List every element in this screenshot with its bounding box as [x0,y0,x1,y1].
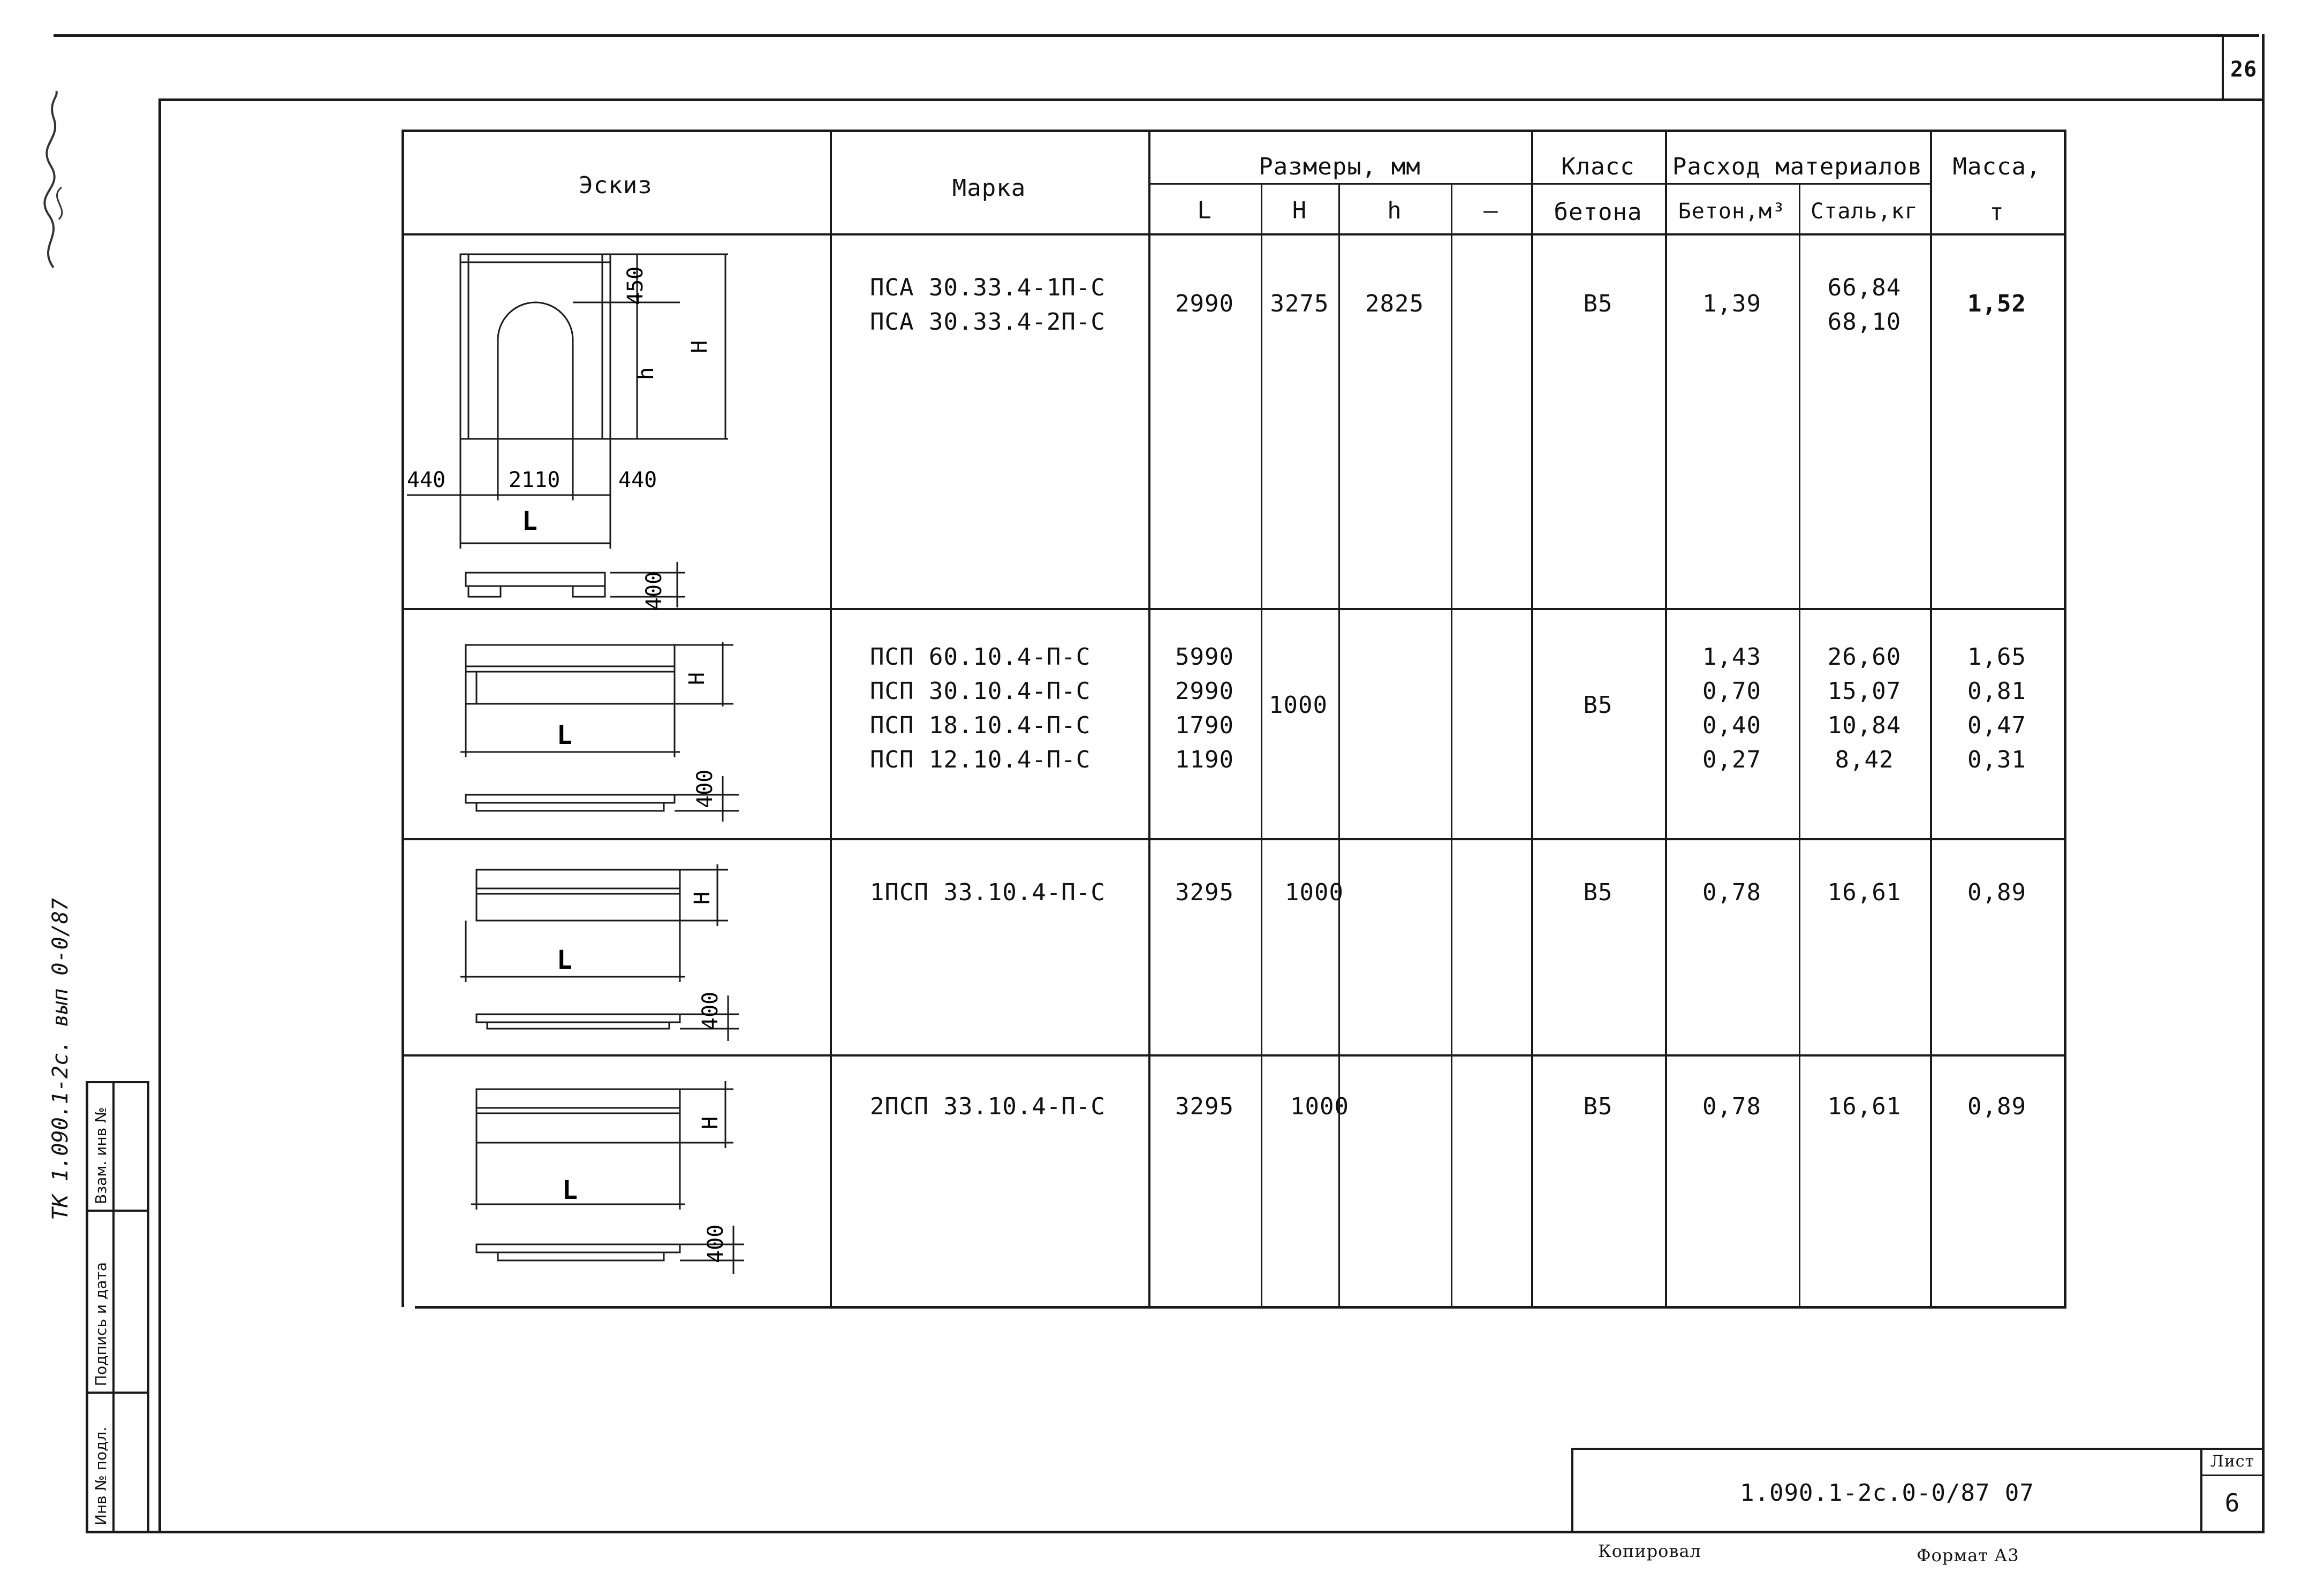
sketch-arch-panel [407,246,728,610]
frame-left [158,98,161,1533]
header-materials: Расход материалов [1672,153,1923,180]
row2-mark-3: ПСП 18.10.4-П-С [870,712,1091,739]
col-edge-left [402,130,404,1307]
row2-mark-1: ПСП 60.10.4-П-С [870,643,1091,671]
dim-L-2: L [557,720,572,750]
header-mark: Марка [952,174,1026,202]
row2-L-4: 1190 [1175,746,1234,773]
row2-steel-4: 8,42 [1835,746,1894,773]
row3-class: В5 [1583,879,1613,906]
header-dim-H: H [1292,197,1307,224]
dim-H-3: H [690,891,715,905]
row3-concrete: 0,78 [1702,879,1761,906]
footer-copied: Копировал [1598,1541,1701,1561]
row1-steel-1: 66,84 [1827,274,1902,301]
stamp-left [86,1081,88,1533]
row3-bottom [402,1054,2066,1057]
stamp-top [86,1081,149,1083]
stamp-div1 [86,1210,149,1212]
header-dim-L: L [1197,197,1212,224]
row2-concrete-1: 1,43 [1702,643,1761,671]
row2-mark-2: ПСП 30.10.4-П-С [870,678,1091,705]
row3-mass: 0,89 [1967,879,2026,906]
sketch-panel-4 [466,1081,755,1285]
col-sketch-mark [830,130,832,1307]
dim-H-1: H [687,340,712,353]
dim-L-1: L [522,506,537,536]
table-top [402,130,2066,132]
title-block-top [1571,1448,2265,1450]
dim-440-right: 440 [618,468,657,492]
header-sketch: Эскиз [579,172,653,199]
dim-L-4: L [562,1175,578,1205]
row1-mass: 1,52 [1967,290,2026,317]
header-steel: Сталь,кг [1811,199,1918,224]
header-class-bottom: бетона [1554,199,1642,226]
dim-h-1: h [634,367,658,380]
row2-L-2: 2990 [1175,678,1234,705]
col-concrete-steel [1799,183,1800,1307]
row4-H: 1000 [1290,1093,1349,1120]
stamp-label-2: Подпись и дата [92,1262,110,1386]
stamp-div2 [86,1392,149,1394]
row3-H: 1000 [1285,879,1344,906]
sketch-panel-2 [460,642,744,824]
row2-mark-4: ПСП 12.10.4-П-С [870,746,1091,773]
header-dim-dash: – [1483,197,1498,224]
sheet-number: 6 [2224,1488,2240,1517]
title-block-left [1571,1448,1573,1533]
header-mass-bottom: т [1989,199,2004,226]
stamp-mid [112,1081,115,1533]
footer-format: Формат А3 [1917,1545,2019,1565]
row2-concrete-2: 0,70 [1702,678,1761,705]
signature-scribble [32,86,75,278]
table-bottom [415,1306,2066,1309]
sheet-corner-number: 26 [2230,57,2258,82]
row2-concrete-4: 0,27 [1702,746,1761,773]
row2-steel-2: 15,07 [1827,678,1902,705]
title-block-sheet-line [2200,1475,2265,1476]
row2-mass-2: 0,81 [1967,678,2026,705]
sheet-label: Лист [2210,1452,2255,1471]
row2-L-1: 5990 [1175,643,1234,671]
frame-right [2262,34,2265,1533]
dim-400-1: 400 [642,571,667,610]
frame-top [161,98,2265,101]
row2-concrete-3: 0,40 [1702,712,1761,739]
row2-steel-3: 10,84 [1827,712,1902,739]
header-dims: Размеры, мм [1259,153,1421,180]
stamp-label-1: Инв № подл. [92,1426,110,1525]
header-mass-top: Масса, [1952,153,2041,180]
row2-H: 1000 [1269,691,1328,719]
row1-H: 3275 [1270,290,1329,317]
row2-mass-1: 1,65 [1967,643,2026,671]
dim-2110: 2110 [509,468,561,492]
row1-h: 2825 [1365,290,1424,317]
col-h-dash [1451,183,1452,1307]
stamp-right [147,1081,149,1533]
row3-L: 3295 [1175,879,1234,906]
row2-bottom [402,838,2066,840]
row4-mass: 0,89 [1967,1093,2026,1120]
dim-440-left: 440 [407,468,446,492]
row4-mark: 2ПСП 33.10.4-П-С [870,1093,1106,1120]
row1-L: 2990 [1175,290,1234,317]
row2-L-3: 1790 [1175,712,1234,739]
header-bottom [402,233,2066,235]
row3-steel: 16,61 [1827,879,1902,906]
header-sub-line [1148,183,1930,185]
dim-H-2: H [685,672,709,685]
document-code: 1.090.1-2с.0-0/87 07 [1740,1479,2034,1507]
header-concrete: Бетон,м³ [1678,199,1786,224]
corner-box-divider [2222,34,2224,100]
dim-L-3: L [557,945,572,975]
dim-400-3: 400 [698,991,723,1030]
col-L-H [1261,183,1262,1307]
row2-mass-3: 0,47 [1967,712,2026,739]
stamp-label-3: Взам. инв № [92,1107,110,1204]
row4-concrete: 0,78 [1702,1093,1761,1120]
row3-mark: 1ПСП 33.10.4-П-С [870,879,1106,906]
row2-class: В5 [1583,691,1613,719]
col-edge-right [2064,130,2066,1307]
left-margin-note: ТК 1.090.1-2с. вып 0-0/87 [48,898,73,1220]
row2-steel-1: 26,60 [1827,643,1902,671]
row2-mass-4: 0,31 [1967,746,2026,773]
dim-400-2: 400 [693,769,717,808]
sketch-panel-3 [460,864,744,1046]
row1-concrete: 1,39 [1702,290,1761,317]
row4-class: В5 [1583,1093,1613,1120]
header-class-top: Класс [1561,153,1635,180]
row1-mark-1: ПСА 30.33.4-1П-С [870,274,1106,301]
dim-H-4: H [698,1116,723,1129]
row4-L: 3295 [1175,1093,1234,1120]
col-H-h [1338,183,1340,1307]
dim-400-4: 400 [703,1224,728,1263]
frame-bottom [86,1531,2265,1533]
header-dim-h: h [1387,197,1402,224]
outer-frame-top [54,34,2259,37]
row1-mark-2: ПСА 30.33.4-2П-С [870,308,1106,336]
row4-steel: 16,61 [1827,1093,1902,1120]
row1-class: В5 [1583,290,1613,317]
dim-450: 450 [623,266,648,305]
row1-steel-2: 68,10 [1827,308,1902,336]
